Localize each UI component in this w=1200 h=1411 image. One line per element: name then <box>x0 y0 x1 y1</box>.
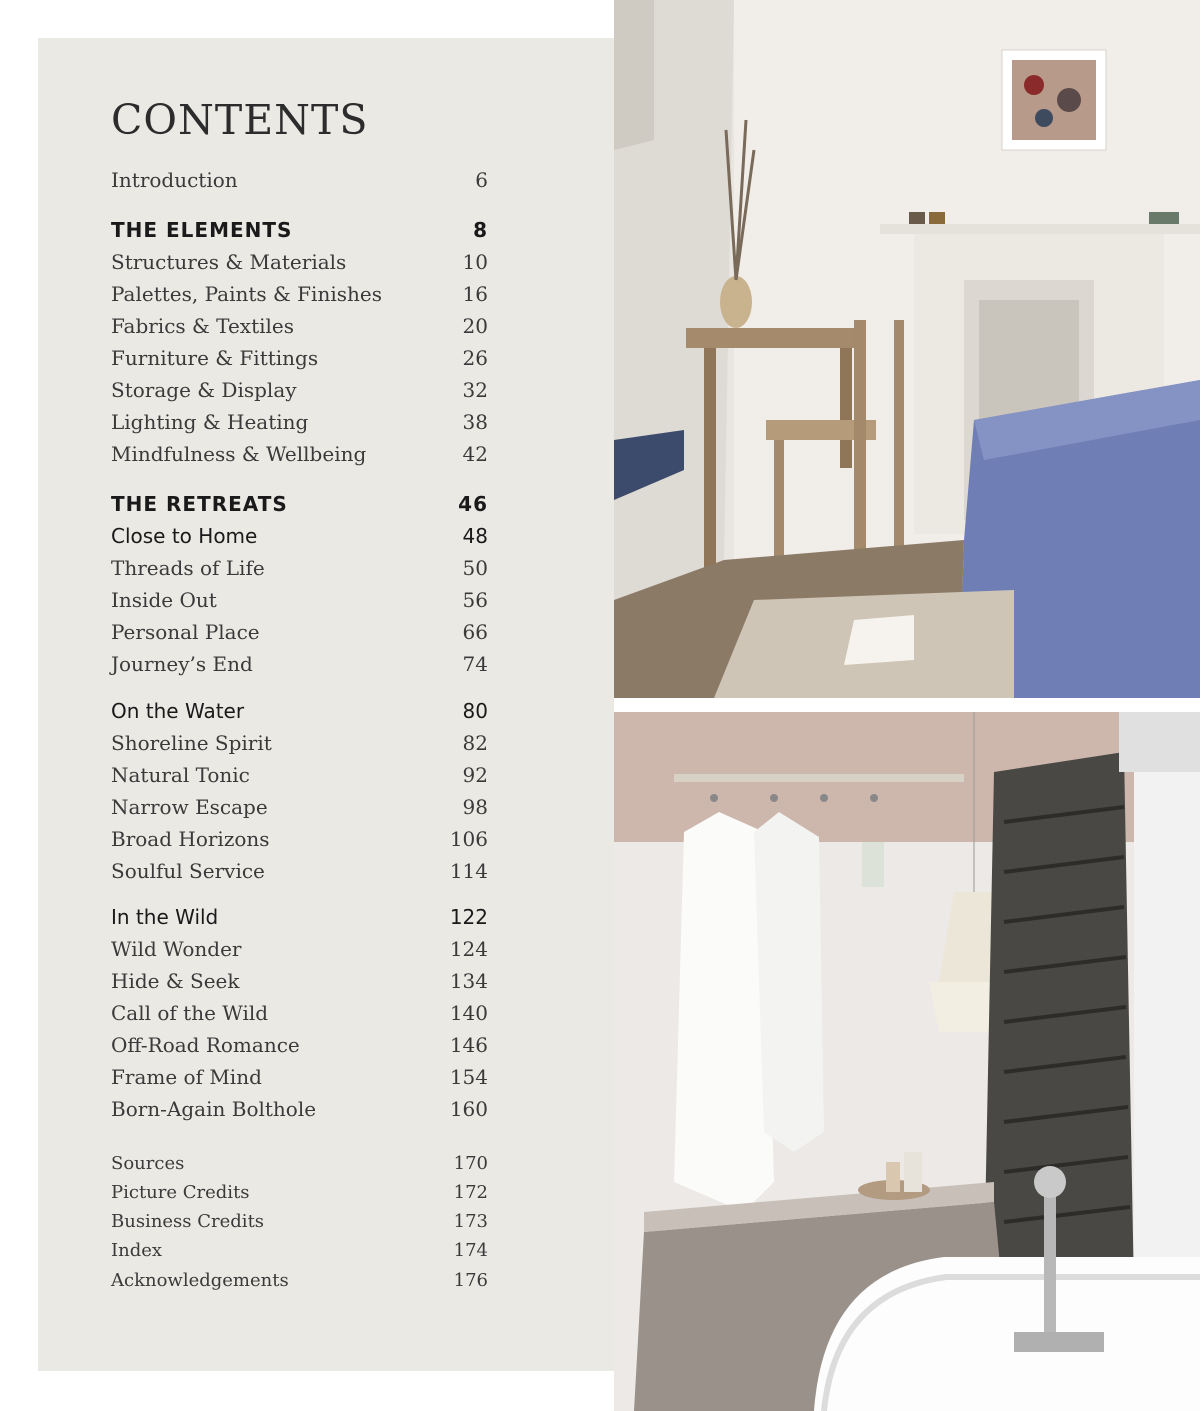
toc-page: 106 <box>449 827 488 851</box>
bathroom-photo <box>614 712 1200 1411</box>
toc-entry[interactable] <box>111 859 488 883</box>
toc-page: 8 <box>473 218 488 242</box>
toc-label: Off-Road Romance <box>111 1033 300 1057</box>
toc-entry[interactable] <box>111 250 488 274</box>
toc-label: Natural Tonic <box>111 763 250 787</box>
toc-label: Born-Again Bolthole <box>111 1097 317 1121</box>
toc-page: 38 <box>462 410 488 434</box>
toc-label: THE ELEMENTS <box>111 218 293 242</box>
toc-label: Journey’s End <box>111 652 253 676</box>
toc-label: Acknowledgements <box>111 1270 289 1291</box>
toc-entry[interactable] <box>111 1153 488 1174</box>
toc-entry[interactable] <box>111 1240 488 1261</box>
toc-entry[interactable] <box>111 763 488 787</box>
toc-label: Close to Home <box>111 524 258 548</box>
toc-entry[interactable] <box>111 937 488 961</box>
toc-label: Broad Horizons <box>111 827 270 851</box>
toc-label: Shoreline Spirit <box>111 731 272 755</box>
toc-entry[interactable] <box>111 652 488 676</box>
toc-page: 42 <box>462 442 488 466</box>
toc-label: Fabrics & Textiles <box>111 314 295 338</box>
toc-label: Inside Out <box>111 588 217 612</box>
toc-page: 48 <box>462 524 488 548</box>
toc-entry[interactable] <box>111 1065 488 1089</box>
toc-entry[interactable] <box>111 1033 488 1057</box>
toc-label: Storage & Display <box>111 378 297 402</box>
subsection-heading[interactable] <box>111 905 488 929</box>
toc-page: 82 <box>462 731 488 755</box>
toc-entry[interactable] <box>111 1001 488 1025</box>
toc-label: Sources <box>111 1153 185 1174</box>
toc-entry[interactable] <box>111 588 488 612</box>
toc-entry[interactable] <box>111 795 488 819</box>
toc-entry[interactable] <box>111 410 488 434</box>
toc-page: 176 <box>453 1270 488 1291</box>
toc-label: Frame of Mind <box>111 1065 262 1089</box>
toc-entry[interactable] <box>111 442 488 466</box>
toc-page: 140 <box>449 1001 488 1025</box>
bathroom-illustration <box>614 712 1200 1411</box>
bedroom-illustration <box>614 0 1200 698</box>
toc-entry[interactable] <box>111 346 488 370</box>
toc-page: 46 <box>458 492 488 516</box>
toc-entry[interactable] <box>111 1270 488 1291</box>
contents-title: CONTENTS <box>111 96 369 144</box>
toc-label: On the Water <box>111 699 245 723</box>
toc-entry[interactable] <box>111 620 488 644</box>
toc-label: Mindfulness & Wellbeing <box>111 442 367 466</box>
toc-label: Hide & Seek <box>111 969 240 993</box>
toc-entry[interactable] <box>111 282 488 306</box>
toc-entry[interactable] <box>111 969 488 993</box>
toc-label: Structures & Materials <box>111 250 347 274</box>
toc-page: 6 <box>475 168 488 192</box>
toc-label: Picture Credits <box>111 1182 250 1203</box>
toc-page: 154 <box>449 1065 488 1089</box>
toc-page: 170 <box>453 1153 488 1174</box>
toc-page: 98 <box>462 795 488 819</box>
subsection-heading[interactable] <box>111 699 488 723</box>
toc-page: 134 <box>449 969 488 993</box>
toc-page: 20 <box>462 314 488 338</box>
toc-page: 92 <box>462 763 488 787</box>
toc-label: Introduction <box>111 168 238 192</box>
toc-entry[interactable] <box>111 1182 488 1203</box>
toc-page: 32 <box>462 378 488 402</box>
toc-page: 174 <box>453 1240 488 1261</box>
toc-page: 172 <box>453 1182 488 1203</box>
toc-page: 114 <box>449 859 488 883</box>
toc-page: 56 <box>462 588 488 612</box>
toc-page: 146 <box>449 1033 488 1057</box>
toc-page: 173 <box>453 1211 488 1232</box>
toc-entry[interactable] <box>111 378 488 402</box>
toc-label: Furniture & Fittings <box>111 346 319 370</box>
toc-entry[interactable] <box>111 1097 488 1121</box>
toc-label: Index <box>111 1240 163 1261</box>
subsection-heading[interactable] <box>111 524 488 548</box>
bedroom-photo <box>614 0 1200 698</box>
toc-page: 10 <box>462 250 488 274</box>
toc-page: 26 <box>462 346 488 370</box>
toc-page: 50 <box>462 556 488 580</box>
toc-page: 16 <box>462 282 488 306</box>
toc-entry[interactable] <box>111 827 488 851</box>
toc-entry[interactable] <box>111 314 488 338</box>
toc-label: THE RETREATS <box>111 492 288 516</box>
toc-label: Palettes, Paints & Finishes <box>111 282 382 306</box>
toc-label: In the Wild <box>111 905 219 929</box>
toc-page: 74 <box>462 652 488 676</box>
toc-label: Wild Wonder <box>111 937 242 961</box>
toc-entry[interactable] <box>111 168 488 192</box>
toc-label: Lighting & Heating <box>111 410 309 434</box>
toc-label: Narrow Escape <box>111 795 268 819</box>
section-heading[interactable] <box>111 492 488 516</box>
toc-entry[interactable] <box>111 1211 488 1232</box>
toc-page: 122 <box>449 905 488 929</box>
toc-label: Call of the Wild <box>111 1001 269 1025</box>
toc-page: 66 <box>462 620 488 644</box>
toc-label: Personal Place <box>111 620 260 644</box>
toc-entry[interactable] <box>111 556 488 580</box>
toc-page: 160 <box>449 1097 488 1121</box>
toc-label: Business Credits <box>111 1211 265 1232</box>
toc-entry[interactable] <box>111 731 488 755</box>
section-heading[interactable] <box>111 218 488 242</box>
toc-page: 124 <box>449 937 488 961</box>
toc-label: Soulful Service <box>111 859 265 883</box>
toc-label: Threads of Life <box>111 556 265 580</box>
toc-page: 80 <box>462 699 488 723</box>
